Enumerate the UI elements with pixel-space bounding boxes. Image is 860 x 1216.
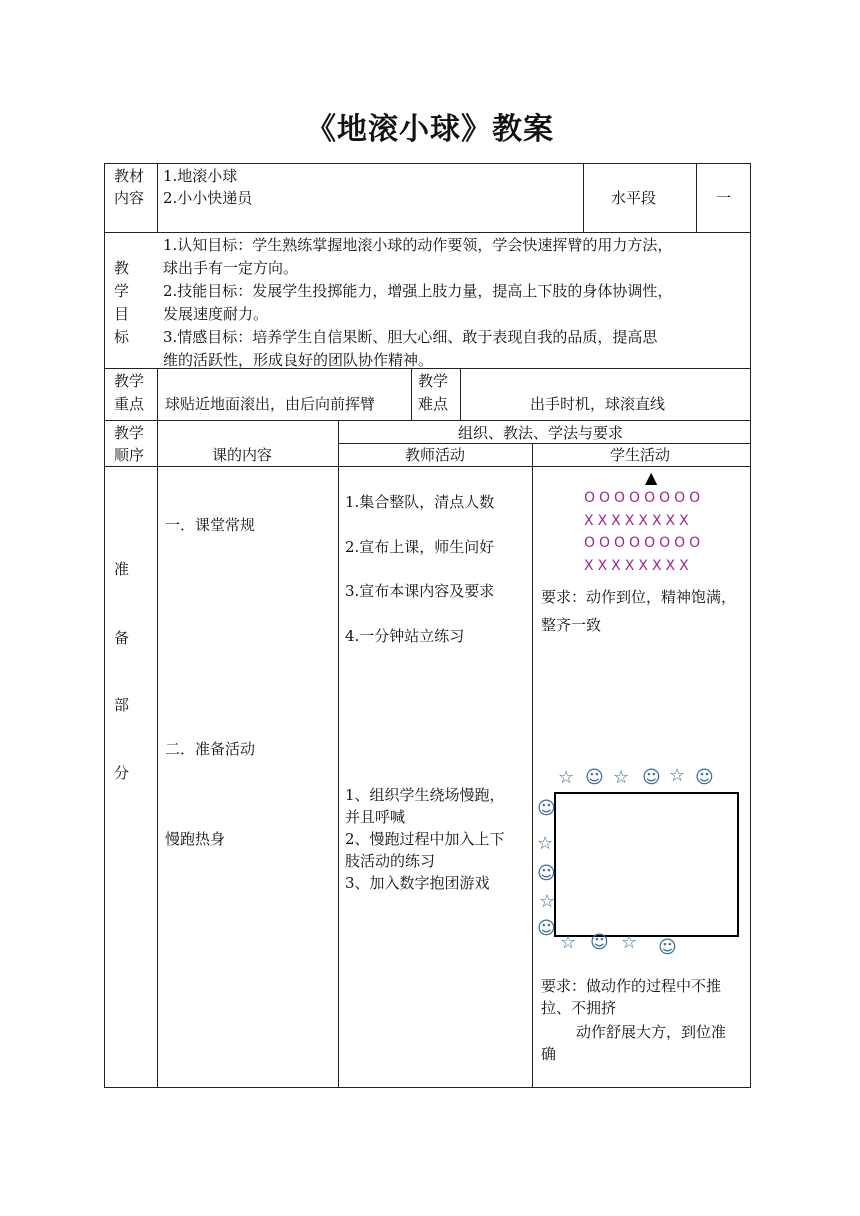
- star-icon: ☆: [539, 891, 556, 912]
- content-warmup: 二．准备活动: [165, 740, 256, 758]
- page-title: 《地滚小球》教案: [306, 112, 554, 147]
- content-jog: 慢跑热身: [165, 830, 226, 848]
- teacher-warmup-3: 2、慢跑过程中加入上下: [345, 830, 505, 848]
- goal-label-2: 学: [114, 282, 130, 300]
- smiley-icon: ☺: [585, 767, 604, 788]
- student-requirement-1-line2: 整齐一致: [541, 616, 602, 634]
- student-requirement-1-line1: 要求：动作到位，精神饱满，: [541, 588, 737, 606]
- student-requirement-2-line2: 拉、不拥挤: [541, 999, 617, 1017]
- teacher-warmup-4: 肢活动的练习: [345, 852, 436, 870]
- teacher-warmup-1: 1、组织学生绕场慢跑，: [345, 786, 505, 804]
- star-icon: ☆: [560, 932, 577, 953]
- student-requirement-2-line4: 确: [541, 1045, 557, 1063]
- student-header: 学生活动: [610, 446, 671, 464]
- difficulty-text: 出手时机，球滚直线: [530, 395, 666, 413]
- star-icon: ☆: [669, 765, 686, 786]
- formation-row-3: OOOOOOOO: [584, 535, 705, 551]
- star-icon: ☆: [621, 932, 638, 953]
- star-icon: ☆: [558, 767, 575, 788]
- smiley-icon: ☺: [537, 798, 556, 819]
- teacher-step-1: 1.集合整队，清点人数: [345, 493, 495, 511]
- material-label-line2: 内容: [114, 189, 145, 207]
- difficulty-label-1: 教学: [418, 372, 449, 390]
- teacher-step-3: 3.宣布本课内容及要求: [345, 582, 495, 600]
- star-icon: ☆: [537, 833, 554, 854]
- goal-line-3: 2.技能目标：发展学生投掷能力，增强上肢力量，提高上下肢的身体协调性，: [163, 282, 673, 300]
- teacher-header: 教师活动: [405, 446, 466, 464]
- jogging-field: [554, 792, 739, 937]
- smiley-icon: ☺: [695, 767, 714, 788]
- section-char-3: 部: [114, 696, 130, 714]
- goal-label-3: 目: [114, 305, 130, 323]
- key-label-1: 教学: [114, 372, 145, 390]
- teacher-step-2: 2.宣布上课，师生问好: [345, 538, 495, 556]
- smiley-icon: ☺: [537, 918, 556, 939]
- content-header: 课的内容: [212, 446, 273, 464]
- organization-header: 组织、教法、学法与要求: [458, 424, 624, 442]
- content-routine: 一．课堂常规: [165, 516, 256, 534]
- section-char-2: 备: [114, 629, 130, 647]
- goal-line-1: 1.认知目标：学生熟练掌握地滚小球的动作要领，学会快速挥臂的用力方法，: [163, 236, 673, 254]
- smiley-icon: ☺: [642, 767, 661, 788]
- key-label-2: 重点: [114, 395, 145, 413]
- teacher-warmup-5: 3、加入数字抱团游戏: [345, 874, 490, 892]
- section-char-4: 分: [114, 764, 130, 782]
- goal-line-2: 球出手有一定方向。: [163, 259, 299, 277]
- star-icon: ☆: [613, 767, 630, 788]
- formation-row-4: XXXXXXXX: [584, 558, 693, 574]
- difficulty-label-2: 难点: [418, 395, 449, 413]
- material-item-2: 2.小小快递员: [163, 189, 253, 207]
- smiley-icon: ☺: [537, 863, 556, 884]
- student-requirement-2-line3: 动作舒展大方，到位准: [576, 1023, 727, 1041]
- teacher-warmup-2: 并且呼喊: [345, 808, 406, 826]
- order-label-2: 顺序: [114, 446, 145, 464]
- order-label-1: 教学: [114, 424, 145, 442]
- level-label: 水平段: [611, 189, 657, 207]
- goal-line-5: 3.情感目标：培养学生自信果断、胆大心细、敢于表现自我的品质，提高思: [163, 328, 658, 346]
- smiley-icon: ☺: [590, 932, 609, 953]
- goal-label-4: 标: [114, 328, 130, 346]
- formation-row-2: XXXXXXXX: [584, 513, 693, 529]
- material-label-line1: 教材: [114, 167, 145, 185]
- smiley-icon: ☺: [658, 937, 677, 958]
- level-value: 一: [716, 189, 732, 207]
- teacher-step-4: 4.一分钟站立练习: [345, 627, 465, 645]
- key-point-text: 球贴近地面滚出，由后向前挥臂: [165, 395, 376, 413]
- material-item-1: 1.地滚小球: [163, 167, 238, 185]
- goal-line-6: 维的活跃性，形成良好的团队协作精神。: [163, 351, 434, 369]
- goal-label-1: 教: [114, 259, 130, 277]
- formation-row-1: OOOOOOOO: [584, 490, 705, 506]
- section-char-1: 准: [114, 560, 130, 578]
- goal-line-4: 发展速度耐力。: [163, 305, 269, 323]
- teacher-position-marker: ▲: [645, 468, 658, 487]
- student-requirement-2-line1: 要求：做动作的过程中不推: [541, 977, 722, 995]
